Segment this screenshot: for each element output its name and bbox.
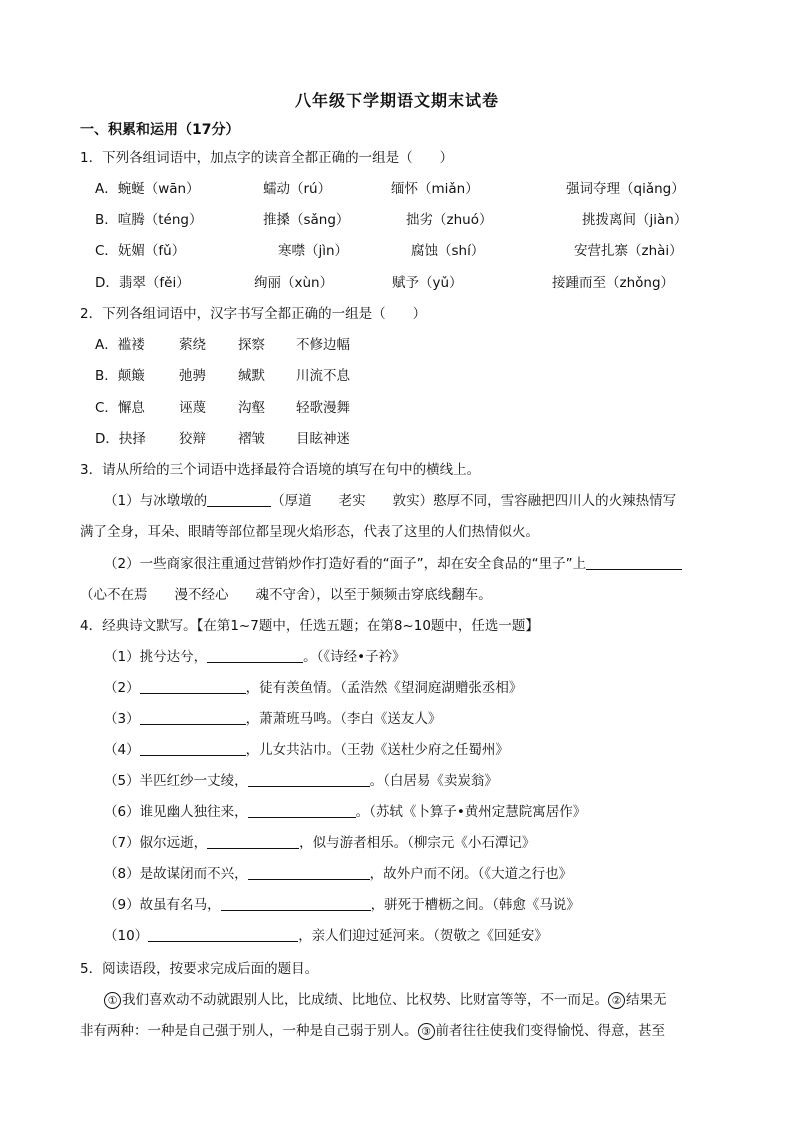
q1-option-b-3: 拙劣（zhuó） — [406, 212, 493, 228]
q1-option-b-1: B．喧腾（téng） — [95, 212, 203, 228]
q1-option-c-3: 腐蚀（shí） — [411, 243, 485, 259]
q1-option-d-4: 接踵而至（zhǒng） — [552, 275, 675, 291]
q2-option-b-3: 缄默 — [238, 368, 265, 384]
q2-option-d-2: 狡辩 — [179, 431, 206, 447]
q4-item-text: （3） — [104, 711, 140, 727]
q4-item-blank[interactable] — [140, 679, 246, 694]
q4-item-source: ，似与游者相乐。（柳宗元《小石潭记》 — [299, 835, 536, 851]
q2-option-a-3: 探察 — [238, 337, 265, 353]
q4-item-blank[interactable] — [248, 865, 370, 880]
q4-item-text: （6）谁见幽人独往来， — [104, 804, 248, 820]
q1-option-b-2: 推搡（sǎng） — [263, 212, 350, 228]
q4-item-source: 。（白居易《卖炭翁》 — [369, 773, 498, 789]
q4-item-blank[interactable] — [140, 741, 246, 756]
q2-option-b-1: B．颠簸 — [95, 368, 145, 384]
q4-item-2 — [104, 676, 522, 696]
q1-option-a-3: 缅怀（miǎn） — [391, 181, 479, 197]
q2-option-c-4: 轻歌漫舞 — [296, 400, 350, 416]
q4-item-source: ，亲人们迎过延河来。（贺敬之《回延安》 — [298, 928, 548, 944]
q2-option-d-4: 目眩神迷 — [296, 431, 350, 447]
q3-part2-blank[interactable] — [586, 555, 682, 570]
q4-item-text: （9）故虽有名马， — [104, 897, 221, 913]
q4-item-9 — [104, 893, 580, 913]
q1-option-c-4: 安营扎寨（zhài） — [574, 243, 683, 259]
question-1-stem: 1．下列各组词语中，加点字的读音全都正确的一组是（ ） — [80, 150, 454, 166]
q2-option-b-4: 川流不息 — [296, 368, 350, 384]
question-3-part-1 — [104, 489, 676, 509]
q3-part1-tail: （厚道 老实 敦实）憨厚不同，雪容融把四川人的火辣热情写 — [271, 493, 677, 509]
question-2-stem: 2．下列各组词语中，汉字书写全都正确的一组是（ ） — [80, 306, 427, 322]
q2-option-a-2: 萦绕 — [179, 337, 206, 353]
question-3-part-2 — [104, 552, 682, 572]
q4-item-source: ，故外户而不闭。（《大道之行也》 — [369, 866, 573, 882]
q4-item-blank[interactable] — [221, 896, 371, 911]
q4-item-source: ，萧萧班马鸣。（李白《送友人》 — [245, 711, 442, 727]
passage-sentence-3: 前者往往使我们变得愉悦、得意，甚至 — [435, 1023, 665, 1039]
q4-item-10 — [104, 924, 548, 944]
question-3-part-2-cont: （心不在焉 漫不经心 魂不守舍），以至于频频击穿底线翻车。 — [80, 587, 492, 603]
q4-item-3 — [104, 707, 441, 727]
q4-item-5 — [104, 769, 498, 789]
q2-option-c-3: 沟壑 — [238, 400, 265, 416]
q4-item-text: （5）半匹红纱一丈绫， — [104, 773, 248, 789]
sentence-number-1: ① — [104, 992, 121, 1009]
question-5-passage-line-1 — [104, 988, 667, 1009]
q3-part1-blank[interactable] — [207, 492, 271, 507]
q2-option-a-1: A．褴褛 — [95, 337, 145, 353]
passage-sentence-1: 我们喜欢动不动就跟别人比，比成绩、比地位、比权势、比财富等等，不一而足。 — [122, 992, 608, 1008]
passage-sentence-2-end: 非有两种：一种是自己强于别人，一种是自己弱于别人。 — [80, 1023, 418, 1039]
q1-option-a-4: 强词夺理（qiǎng） — [566, 181, 685, 197]
q4-item-text: （4） — [104, 742, 140, 758]
q4-item-blank[interactable] — [248, 772, 370, 787]
q4-item-7 — [104, 831, 535, 851]
q4-item-text: （1）挑兮达兮， — [104, 649, 208, 665]
question-3-stem: 3．请从所给的三个词语中选择最符合语境的填写在句中的横线上。 — [80, 462, 481, 478]
q4-item-blank[interactable] — [148, 927, 298, 942]
q1-option-d-1: D．翡翠（fěi） — [95, 275, 190, 291]
q4-item-8 — [104, 862, 572, 882]
q4-item-text: （2） — [104, 680, 140, 696]
sentence-number-2: ② — [608, 992, 625, 1009]
q4-item-text: （8）是故谋闭而不兴， — [104, 866, 248, 882]
question-4-stem: 4．经典诗文默写。【在第1~7题中，任选五题；在第8~10题中，任选一题】 — [80, 618, 539, 634]
question-5-stem: 5．阅读语段，按要求完成后面的题目。 — [80, 961, 319, 977]
q4-item-blank[interactable] — [207, 834, 299, 849]
q2-option-b-2: 弛骋 — [179, 368, 206, 384]
q3-part2-lead: （2）一些商家很注重通过营销炒作打造好看的“面子”，却在安全食品的“里子”上 — [104, 556, 587, 572]
q2-option-d-1: D．抉择 — [95, 431, 146, 447]
q4-item-blank[interactable] — [140, 710, 246, 725]
q4-item-blank[interactable] — [248, 803, 356, 818]
sentence-number-3: ③ — [418, 1023, 435, 1040]
passage-sentence-2-start: 结果无 — [626, 992, 667, 1008]
q4-item-1 — [104, 645, 406, 665]
q4-item-6 — [104, 800, 586, 820]
question-3-part-1-cont: 满了全身，耳朵、眼睛等部位都呈现火焰形态，代表了这里的人们热情似火。 — [80, 524, 539, 540]
q2-option-c-1: C．懈息 — [95, 400, 145, 416]
page-title: 八年级下学期语文期末试卷 — [294, 91, 499, 110]
q4-item-blank[interactable] — [207, 648, 303, 663]
q2-option-d-3: 褶皱 — [238, 431, 265, 447]
q4-item-source: ，儿女共沾巾。（王勃《送杜少府之任蜀州》 — [245, 742, 509, 758]
section-heading: 一、积累和运用（17分） — [80, 122, 240, 138]
q4-item-source: ，徒有羡鱼情。（孟浩然《望洞庭湖赠张丞相》 — [245, 680, 523, 696]
q4-item-text: （7）俶尔远逝， — [104, 835, 208, 851]
q2-option-a-4: 不修边幅 — [296, 337, 350, 353]
q4-item-source: 。（苏轼《卜算子•黄州定慧院寓居作》 — [355, 804, 587, 820]
question-5-passage-line-2 — [80, 1019, 665, 1040]
q1-option-d-2: 绚丽（xùn） — [254, 275, 334, 291]
q1-option-b-4: 挑拨离间（jiàn） — [582, 212, 688, 228]
q2-option-c-2: 诬蔑 — [179, 400, 206, 416]
q4-item-text: （10） — [104, 928, 149, 944]
q1-option-a-2: 蠕动（rú） — [263, 181, 332, 197]
q1-option-c-2: 寒噤（jìn） — [278, 243, 349, 259]
q4-item-source: ，骈死于槽枥之间。（韩愈《马说》 — [370, 897, 580, 913]
q1-option-c-1: C．妩媚（fǔ） — [95, 243, 186, 259]
q1-option-d-3: 赋予（yǔ） — [392, 275, 463, 291]
q1-option-a-1: A．蜿蜒（wān） — [95, 181, 200, 197]
q4-item-source: 。（《诗经•子衿》 — [303, 649, 406, 665]
q4-item-4 — [104, 738, 509, 758]
q3-part1-lead: （1）与冰墩墩的 — [104, 493, 208, 509]
